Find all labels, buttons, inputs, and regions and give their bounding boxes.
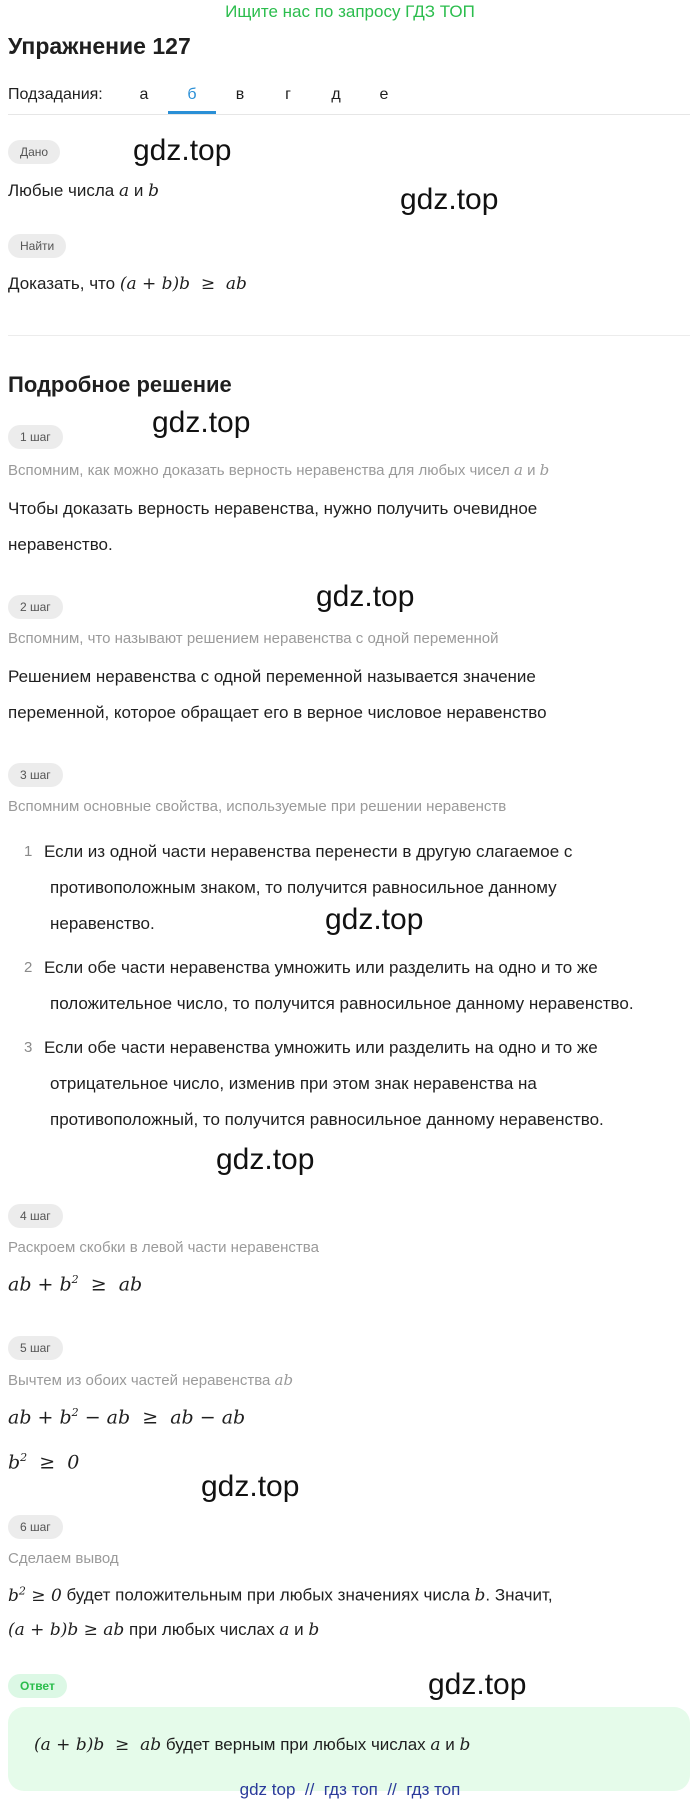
watermark: gdz.top	[316, 580, 415, 613]
list-item: 1 Если из одной части неравенства перенести в другую слагаемое с противоположным знаком, то получится равносильное данному неравенство.	[24, 842, 573, 933]
watermark: gdz.top	[201, 1470, 300, 1503]
step-4-hint: Раскроем скобки в левой части неравенства	[8, 1239, 319, 1256]
find-badge: Найти	[8, 234, 66, 258]
watermark: gdz.top	[216, 1143, 315, 1176]
answer-badge: Ответ	[8, 1674, 67, 1698]
subtasks-tabs	[120, 78, 408, 114]
step-1-badge: 1 шаг	[8, 425, 63, 449]
promo-banner: Ищите нас по запросу ГДЗ ТОП	[225, 2, 475, 21]
find-text: Доказать, что (a + b)b ≥ ab	[8, 274, 247, 294]
step-6-line-1: $b^2 \ge 0$ будет положительным при любых значениях числа b. Значит,	[8, 1584, 553, 1606]
subtask-tab-e[interactable]: е	[379, 86, 389, 103]
step-2-badge: 2 шаг	[8, 595, 63, 619]
watermark: gdz.top	[325, 903, 424, 936]
subtask-tab-g[interactable]: г	[285, 86, 291, 103]
watermark: gdz.top	[152, 406, 251, 439]
step-3-hint: Вспомним основные свойства, используемые при решении неравенств	[8, 798, 507, 815]
step-1-body: Чтобы доказать верность неравенства, нужно получить очевидное неравенство.	[8, 499, 538, 554]
step-4-badge: 4 шаг	[8, 1204, 63, 1228]
step-1-hint: Вспомним, как можно доказать верность неравенства для любых чисел a и b	[8, 461, 550, 479]
page-title: Упражнение 127	[8, 33, 191, 59]
footer-links[interactable]: gdz top // гдз топ // гдз топ	[239, 1780, 461, 1799]
subtask-tab-a[interactable]: а	[139, 86, 149, 103]
step-5-formula-2: $b^2 \ge 0$	[8, 1451, 80, 1474]
list-item: 2 Если обе части неравенства умножить или разделить на одно и то же положительное число, то получится равносильное данному неравенство.	[24, 958, 634, 1013]
properties-list	[8, 834, 688, 1146]
step-3-badge: 3 шаг	[8, 763, 63, 787]
tabs-divider	[8, 114, 690, 115]
watermark: gdz.top	[428, 1668, 527, 1701]
step-2-body: Решением неравенства с одной переменной называется значение переменной, которое обращает его в верное числовое неравенство	[8, 667, 547, 722]
step-6-badge: 6 шаг	[8, 1515, 63, 1539]
given-badge: Дано	[8, 140, 60, 164]
list-item: 3 Если обе части неравенства умножить или разделить на одно и то же отрицательное число, изменив при этом знак неравенства на противоположный, то получится равносильное данному неравенство.	[24, 1038, 604, 1129]
given-text: Любые числа a и b	[8, 181, 160, 201]
watermark: gdz.top	[133, 134, 232, 167]
section-divider	[8, 335, 690, 336]
step-6-hint: Сделаем вывод	[8, 1550, 119, 1567]
solution-title: Подробное решение	[8, 372, 232, 397]
subtasks-label: Подзадания:	[8, 86, 103, 103]
step-6-line-2: (a + b)b ≥ ab при любых числах a и b	[8, 1620, 320, 1640]
step-2-hint: Вспомним, что называют решением неравенства с одной переменной	[8, 630, 499, 647]
step-5-formula-1: ab + $b^2$ − ab ≥ ab − ab	[8, 1406, 246, 1429]
step-5-hint: Вычтем из обоих частей неравенства ab	[8, 1371, 294, 1389]
step-4-formula: ab + $b^2$ ≥ ab	[8, 1273, 143, 1296]
subtask-tab-v[interactable]: в	[235, 86, 245, 103]
subtask-tab-d[interactable]: д	[331, 86, 341, 103]
subtask-tab-b[interactable]: б	[168, 78, 216, 114]
step-5-badge: 5 шаг	[8, 1336, 63, 1360]
answer-box: (a + b)b ≥ ab будет верным при любых числах a и b	[8, 1707, 690, 1791]
watermark: gdz.top	[400, 183, 499, 216]
